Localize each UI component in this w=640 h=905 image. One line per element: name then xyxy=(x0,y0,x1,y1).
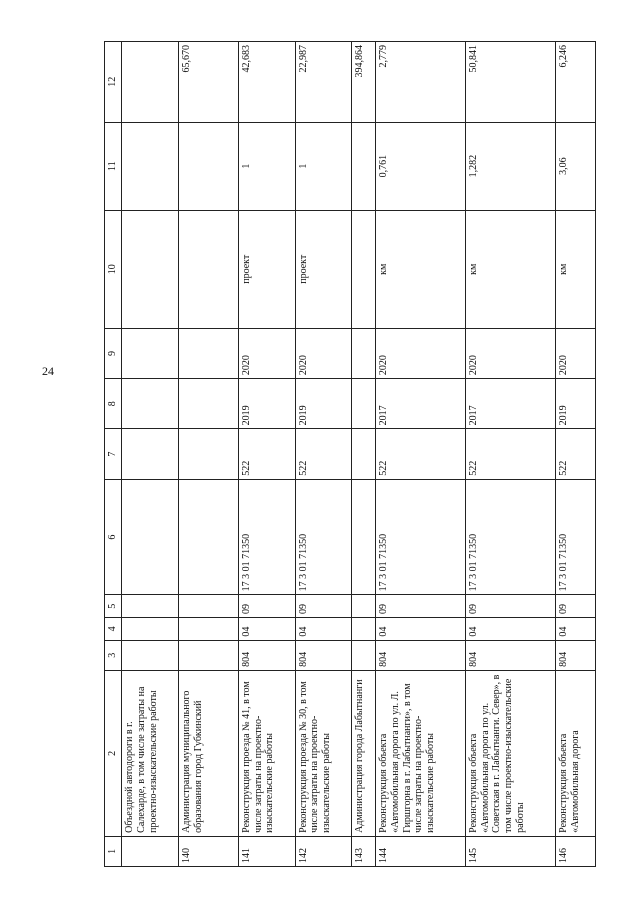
table-cell-c12: 42,683 xyxy=(238,42,295,123)
table-row xyxy=(375,42,465,867)
table-cell-c1: 144 xyxy=(375,836,465,866)
table-cell-c6: 17 3 01 71350 xyxy=(555,479,595,595)
table-cell-c3 xyxy=(122,640,179,670)
table-cell-c9: 2020 xyxy=(295,328,352,378)
table-cell-c7: 522 xyxy=(295,429,352,479)
table-cell-c8 xyxy=(352,379,376,429)
table-cell-c6: 17 3 01 71350 xyxy=(465,479,555,595)
table-row xyxy=(295,42,352,867)
table-cell-c6: 17 3 01 71350 xyxy=(295,479,352,595)
table-cell-c6 xyxy=(352,479,376,595)
header-row xyxy=(105,42,122,867)
table-cell-c11: 1,282 xyxy=(465,122,555,210)
table-cell-c1: 143 xyxy=(352,836,376,866)
table-cell-c10 xyxy=(122,210,179,328)
table-cell-c9 xyxy=(122,328,179,378)
header-cell: 3 xyxy=(105,640,122,670)
table-cell-c2: Администрация муниципального образования город Губкинский xyxy=(178,670,238,836)
table-cell-c5 xyxy=(178,595,238,618)
table-cell-c7 xyxy=(352,429,376,479)
table-cell-c11 xyxy=(352,122,376,210)
table-cell-c12: 22,987 xyxy=(295,42,352,123)
table-cell-c7: 522 xyxy=(238,429,295,479)
table-cell-c10: км xyxy=(465,210,555,328)
page-number: 24 xyxy=(42,364,54,378)
table-cell-c5: 09 xyxy=(465,595,555,618)
table-cell-c4 xyxy=(352,618,376,641)
table-cell-c2: Реконструкция объекта «Автомобильная дорога по ул. Л. Гиршгорна в г. Лабытнанги», в том числе затраты на проектно-изыскательские работы xyxy=(375,670,465,836)
table-row xyxy=(178,42,238,867)
table-cell-c9: 2020 xyxy=(555,328,595,378)
table-cell-c7: 522 xyxy=(555,429,595,479)
table-cell-c11 xyxy=(122,122,179,210)
header-cell: 9 xyxy=(105,328,122,378)
table-cell-c5: 09 xyxy=(375,595,465,618)
table-cell-c10: проект xyxy=(295,210,352,328)
table-cell-c9 xyxy=(352,328,376,378)
table-cell-c10 xyxy=(178,210,238,328)
header-cell: 7 xyxy=(105,429,122,479)
header-cell: 11 xyxy=(105,122,122,210)
table-cell-c2: Реконструкция объекта «Автомобильная дорога по ул. Советская в г. Лабытнанги. Север», в том числе проектно-изыскательские работы xyxy=(465,670,555,836)
table-row xyxy=(352,42,376,867)
table-cell-c3: 804 xyxy=(465,640,555,670)
table-cell-c8: 2017 xyxy=(465,379,555,429)
table-cell-c8: 2019 xyxy=(238,379,295,429)
table-cell-c10 xyxy=(352,210,376,328)
table-cell-c1: 145 xyxy=(465,836,555,866)
header-cell: 2 xyxy=(105,670,122,836)
table-cell-c7 xyxy=(178,429,238,479)
table-cell-c4: 04 xyxy=(375,618,465,641)
header-cell: 12 xyxy=(105,42,122,123)
table-cell-c9: 2020 xyxy=(238,328,295,378)
table-cell-c4: 04 xyxy=(555,618,595,641)
table-cell-c7: 522 xyxy=(465,429,555,479)
table-cell-c3: 804 xyxy=(375,640,465,670)
table-cell-c8 xyxy=(122,379,179,429)
budget-table xyxy=(104,41,596,867)
header-cell: 5 xyxy=(105,595,122,618)
header-cell: 1 xyxy=(105,836,122,866)
table-cell-c12: 394,864 xyxy=(352,42,376,123)
table-cell-c9: 2020 xyxy=(465,328,555,378)
table-cell-c11: 1 xyxy=(238,122,295,210)
table-cell-c7: 522 xyxy=(375,429,465,479)
table-cell-c12: 50,841 xyxy=(465,42,555,123)
table-cell-c8 xyxy=(178,379,238,429)
header-cell: 8 xyxy=(105,379,122,429)
table-cell-c1: 140 xyxy=(178,836,238,866)
table-cell-c2: Реконструкция проезда № 41, в том числе затраты на проектно-изыскательские работы xyxy=(238,670,295,836)
table-cell-c6: 17 3 01 71350 xyxy=(238,479,295,595)
table-cell-c4: 04 xyxy=(238,618,295,641)
table-cell-c9: 2020 xyxy=(375,328,465,378)
table-cell-c8: 2019 xyxy=(295,379,352,429)
table-cell-c6 xyxy=(178,479,238,595)
table-row xyxy=(122,42,179,867)
table-cell-c3: 804 xyxy=(295,640,352,670)
table-cell-c4: 04 xyxy=(295,618,352,641)
table-cell-c4 xyxy=(122,618,179,641)
table-cell-c8: 2019 xyxy=(555,379,595,429)
table-cell-c12: 2,779 xyxy=(375,42,465,123)
header-cell: 6 xyxy=(105,479,122,595)
table-cell-c2: Администрация города Лабытнанги xyxy=(352,670,376,836)
table-cell-c12: 65,670 xyxy=(178,42,238,123)
table-cell-c3: 804 xyxy=(238,640,295,670)
table-row xyxy=(238,42,295,867)
table-cell-c2: Реконструкция объекта «Автомобильная дорога xyxy=(555,670,595,836)
table-cell-c11 xyxy=(178,122,238,210)
table-cell-c6: 17 3 01 71350 xyxy=(375,479,465,595)
table-cell-c12: 6,246 xyxy=(555,42,595,123)
table-cell-c3 xyxy=(352,640,376,670)
table-cell-c1: 142 xyxy=(295,836,352,866)
table-cell-c5: 09 xyxy=(238,595,295,618)
table-cell-c4 xyxy=(178,618,238,641)
table-cell-c4: 04 xyxy=(465,618,555,641)
table-cell-c1: 146 xyxy=(555,836,595,866)
table-cell-c9 xyxy=(178,328,238,378)
table-cell-c5 xyxy=(352,595,376,618)
table-cell-c5: 09 xyxy=(555,595,595,618)
table-cell-c1 xyxy=(122,836,179,866)
table-cell-c5 xyxy=(122,595,179,618)
table-cell-c10: км xyxy=(375,210,465,328)
table-cell-c12 xyxy=(122,42,179,123)
table-cell-c7 xyxy=(122,429,179,479)
table-cell-c10: км xyxy=(555,210,595,328)
header-cell: 4 xyxy=(105,618,122,641)
table-cell-c3: 804 xyxy=(555,640,595,670)
table-cell-c5: 09 xyxy=(295,595,352,618)
rotated-table-container xyxy=(104,41,596,867)
table-cell-c6 xyxy=(122,479,179,595)
table-cell-c8: 2017 xyxy=(375,379,465,429)
table-row xyxy=(555,42,595,867)
table-cell-c11: 0,761 xyxy=(375,122,465,210)
table-cell-c2: Объездной автодороги в г. Салехарде, в том числе затраты на проектно-изыскательские работы xyxy=(122,670,179,836)
table-cell-c2: Реконструкция проезда № 30, в том числе затраты на проектно-изыскательские работы xyxy=(295,670,352,836)
table-cell-c1: 141 xyxy=(238,836,295,866)
table-cell-c3 xyxy=(178,640,238,670)
header-cell: 10 xyxy=(105,210,122,328)
table-row xyxy=(465,42,555,867)
table-cell-c11: 1 xyxy=(295,122,352,210)
table-cell-c11: 3,06 xyxy=(555,122,595,210)
table-cell-c10: проект xyxy=(238,210,295,328)
